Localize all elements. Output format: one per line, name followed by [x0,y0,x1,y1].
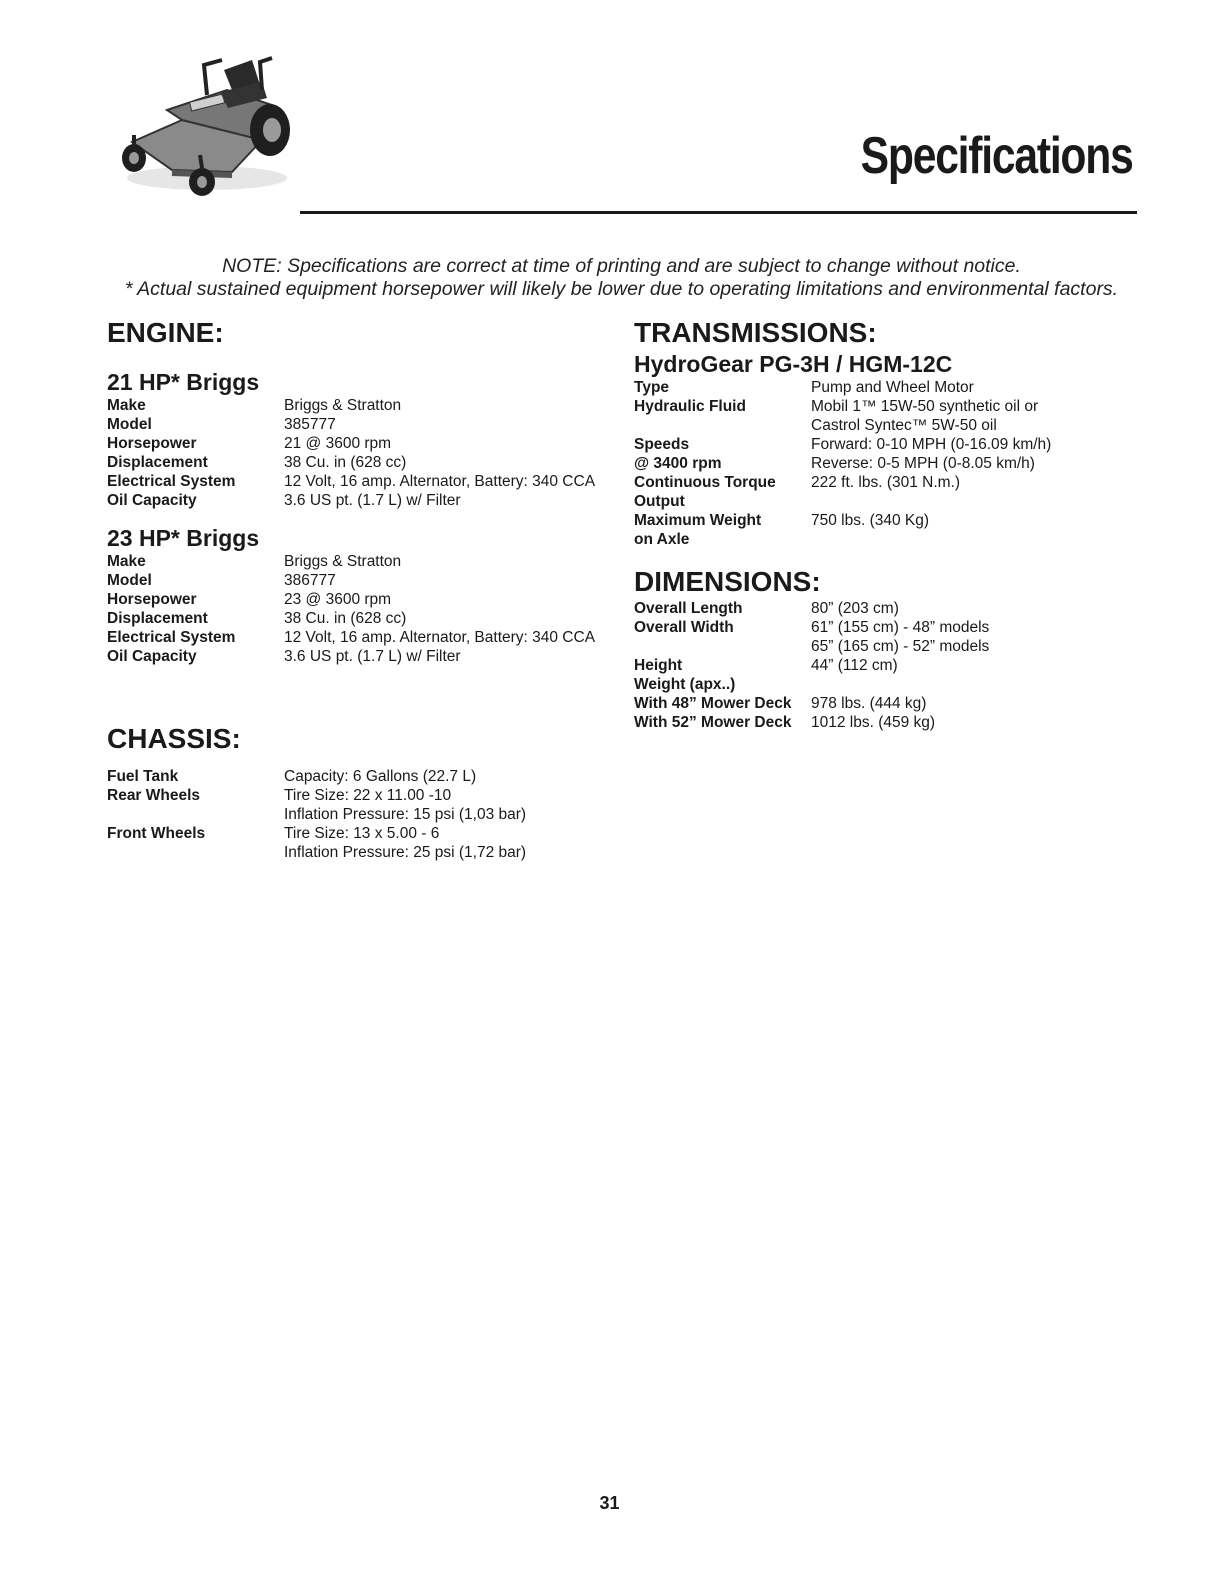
spec-value: Forward: 0-10 MPH (0-16.09 km/h) [811,436,1052,453]
spec-value: Capacity: 6 Gallons (22.7 L) [284,768,477,785]
spec-row [634,694,1134,713]
spec-row [107,552,617,571]
spec-value: Tire Size: 13 x 5.00 - 6 [284,825,440,842]
spec-row [107,453,617,472]
spec-label: Electrical System [107,629,236,646]
spec-label: Rear Wheels [107,787,201,804]
spec-value: Inflation Pressure: 15 psi (1,03 bar) [284,806,527,823]
spec-label: on Axle [634,531,690,548]
right-column [634,316,1134,732]
spec-value: 12 Volt, 16 amp. Alternator, Battery: 340 CCA [284,629,596,646]
spec-row [107,805,617,824]
dimensions-table [634,599,1134,732]
spec-value: 3.6 US pt. (1.7 L) w/ Filter [284,648,461,665]
spec-row [634,492,1134,511]
spec-row [107,472,617,491]
spec-label [107,805,284,824]
spec-label: Model [107,416,152,433]
left-column [107,316,617,862]
spec-row [634,530,1134,549]
spec-label: Height [634,657,683,674]
spec-label [634,637,811,656]
spec-row [107,628,617,647]
spec-label: With 52” Mower Deck [634,714,792,731]
spec-label: Speeds [634,436,690,453]
mower-icon [122,58,290,196]
spec-value: Mobil 1™ 15W-50 synthetic oil or [811,398,1039,415]
page-title: Specifications [861,127,1133,185]
spec-value: 1012 lbs. (459 kg) [811,714,936,731]
spec-label: With 48” Mower Deck [634,695,792,712]
spec-value: 65” (165 cm) - 52” models [811,638,990,655]
spec-label: Displacement [107,610,208,627]
spec-value: 38 Cu. in (628 cc) [284,610,407,627]
spec-value: Pump and Wheel Motor [811,379,974,396]
spec-label: Output [634,493,685,510]
spec-row [634,637,1134,656]
spec-label: Oil Capacity [107,492,197,509]
spec-label: Type [634,379,670,396]
spec-value: 385777 [284,416,336,433]
spec-row [107,396,617,415]
engine-21hp-table [107,396,617,510]
spec-row [634,454,1134,473]
spec-label: Make [107,397,146,414]
spec-label: Continuous Torque [634,474,776,491]
transmissions-table [634,378,1134,549]
engine-heading: ENGINE: [107,317,224,348]
page-number: 31 [599,1493,620,1513]
spec-row [107,491,617,510]
spec-value: Tire Size: 22 x 11.00 -10 [284,787,452,804]
spec-value: 12 Volt, 16 amp. Alternator, Battery: 340 CCA [284,473,596,490]
spec-value: 38 Cu. in (628 cc) [284,454,407,471]
spec-value: 61” (155 cm) - 48” models [811,619,990,636]
spec-label: Make [107,553,146,570]
spec-row [107,843,617,862]
spec-row [634,618,1134,637]
spec-value: 80” (203 cm) [811,600,899,617]
spec-row [634,713,1134,732]
spec-row [107,590,617,609]
spec-row [107,434,617,453]
spec-value [811,492,1134,511]
spec-label: Electrical System [107,473,236,490]
spec-value: Briggs & Stratton [284,397,402,414]
spec-row [107,767,617,786]
spec-label: Hydraulic Fluid [634,398,746,415]
spec-row [107,415,617,434]
spec-value: Briggs & Stratton [284,553,402,570]
transmissions-subheading: HydroGear PG-3H / HGM-12C [634,351,953,377]
spec-label: Maximum Weight [634,512,762,529]
spec-value [811,675,1134,694]
spec-row [634,511,1134,530]
spec-value: Reverse: 0-5 MPH (0-8.05 km/h) [811,455,1035,472]
spec-value [811,530,1134,549]
spec-row [107,786,617,805]
spec-row [634,397,1134,416]
spec-label: Front Wheels [107,825,206,842]
spec-row [634,473,1134,492]
spec-value: 750 lbs. (340 Kg) [811,512,930,529]
title-divider [300,211,1137,214]
spec-row [634,656,1134,675]
spec-label: Oil Capacity [107,648,197,665]
spec-label: Fuel Tank [107,768,179,785]
spec-value: 21 @ 3600 rpm [284,435,392,452]
spec-value: 44” (112 cm) [811,657,898,674]
spec-label [107,843,284,862]
spec-value: Inflation Pressure: 25 psi (1,72 bar) [284,844,527,861]
spec-row [634,416,1134,435]
spec-label: Overall Length [634,600,743,617]
engine-23hp-table [107,552,617,666]
spec-value: 23 @ 3600 rpm [284,591,392,608]
spec-label: Weight (apx..) [634,676,736,693]
spec-row [634,378,1134,397]
spec-value: 222 ft. lbs. (301 N.m.) [811,474,961,491]
spec-row [107,647,617,666]
spec-value: 386777 [284,572,336,589]
spec-label: Overall Width [634,619,734,636]
note-line-1: NOTE: Specifications are correct at time of printing and are subject to change without notice. [222,255,1021,277]
spec-value: Castrol Syntec™ 5W-50 oil [811,417,997,434]
spec-label: Horsepower [107,591,197,608]
chassis-table [107,767,617,862]
chassis-heading: CHASSIS: [107,723,241,754]
spec-label: Displacement [107,454,208,471]
engine-group-title: 21 HP* Briggs [107,369,260,395]
spec-label: Model [107,572,152,589]
spec-value: 978 lbs. (444 kg) [811,695,927,712]
note-line-2: * Actual sustained equipment horsepower will likely be lower due to operating limitations and environmental factors. [124,278,1119,300]
spec-row [107,609,617,628]
spec-label [634,416,811,435]
spec-value: 3.6 US pt. (1.7 L) w/ Filter [284,492,461,509]
spec-row [634,435,1134,454]
spec-label: Horsepower [107,435,197,452]
spec-row [107,824,617,843]
engine-group-title: 23 HP* Briggs [107,525,260,551]
dimensions-heading: DIMENSIONS: [634,566,821,597]
spec-row [107,571,617,590]
transmissions-heading: TRANSMISSIONS: [634,317,877,348]
spec-label: @ 3400 rpm [634,455,722,472]
spec-row [634,675,1134,694]
mower-illustration [112,50,294,200]
spec-row [634,599,1134,618]
